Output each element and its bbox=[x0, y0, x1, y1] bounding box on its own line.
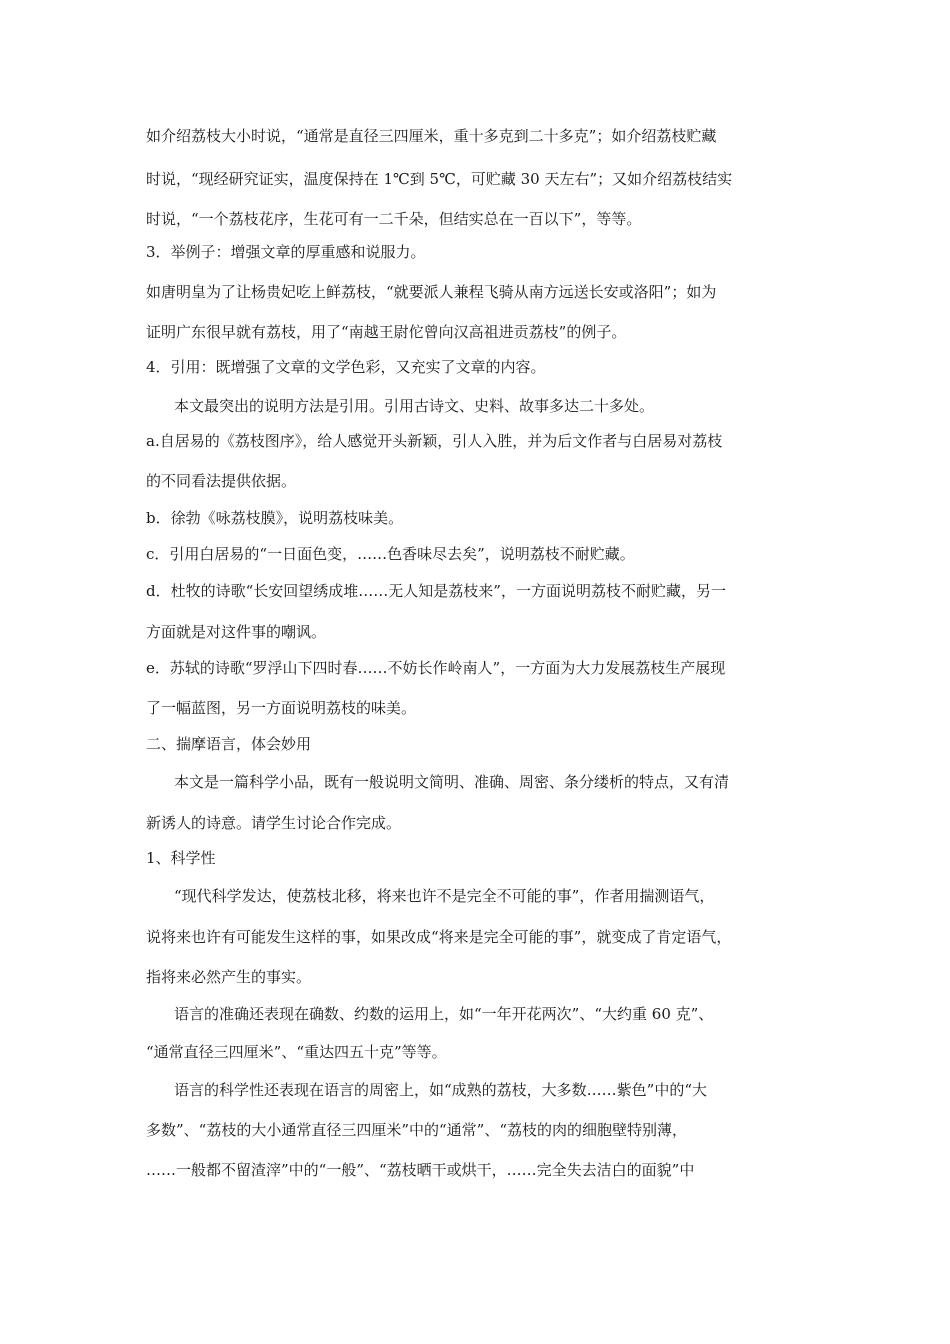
text-line: c．引用白居易的“一日面色变，……色香味尽去矣”，说明荔枝不耐贮藏。 bbox=[146, 545, 635, 563]
text-line: 如介绍荔枝大小时说，“通常是直径三四厘米，重十多克到二十多克”；如介绍荔枝贮藏 bbox=[146, 127, 717, 145]
text-line: 说将来也许有可能发生这样的事，如果改成“将来是完全可能的事”，就变成了肯定语气， bbox=[146, 928, 732, 946]
text-line: ……一般都不留渣滓”中的“一般”、“荔枝晒干或烘干，……完全失去洁白的面貌”中 bbox=[146, 1161, 695, 1179]
paragraph-line: 本文最突出的说明方法是引用。引用古诗文、史料、故事多达二十多处。 bbox=[174, 397, 655, 415]
text-line: b．徐勃《咏荔枝膜》，说明荔枝味美。 bbox=[146, 509, 404, 527]
text-line: 的不同看法提供依据。 bbox=[146, 472, 297, 490]
text-line: 时说，“现经研究证实，温度保持在 1℃到 5℃，可贮藏 30 天左右”；又如介绍荔枝结实 bbox=[146, 170, 733, 188]
text-line: 如唐明皇为了让杨贵妃吃上鲜荔枝，“就要派人兼程飞骑从南方远送长安或洛阳”；如为 bbox=[146, 283, 717, 301]
text-line: 多数”、“荔枝的大小通常直径三四厘米”中的“通常”、“荔枝的肉的细胞壁特别薄， bbox=[146, 1121, 688, 1139]
subsection-heading: 1、科学性 bbox=[146, 849, 216, 867]
text-line: 指将来必然产生的事实。 bbox=[146, 968, 312, 986]
list-item-heading: 4．引用：既增强了文章的文学色彩，又充实了文章的内容。 bbox=[146, 358, 546, 376]
text-line: “通常直径三四厘米”、“重达四五十克”等等。 bbox=[146, 1043, 447, 1061]
text-line: e．苏轼的诗歌“罗浮山下四时春……不妨长作岭南人”，一方面为大力发展荔枝生产展现 bbox=[146, 659, 726, 677]
list-item-heading: 3．举例子：增强文章的厚重感和说服力。 bbox=[146, 243, 426, 261]
text-line: 时说，“一个荔枝花序，生花可有一二千朵，但结实总在一百以下”，等等。 bbox=[146, 210, 642, 228]
text-line: a.自居易的《荔枝图序》，给人感觉开头新颖，引人入胜，并为后文作者与白居易对荔枝 bbox=[146, 432, 723, 450]
text-line: 证明广东很早就有荔枝，用了“南越王尉佗曾向汉高祖进贡荔枝”的例子。 bbox=[146, 323, 627, 341]
paragraph-line: 本文是一篇科学小品，既有一般说明文简明、准确、周密、条分缕析的特点，又有清 bbox=[174, 773, 730, 791]
paragraph-line: 语言的科学性还表现在语言的周密上，如“成熟的荔枝，大多数……紫色”中的“大 bbox=[174, 1081, 708, 1099]
paragraph-line: “现代科学发达，使荔枝北移，将来也许不是完全不可能的事”，作者用揣测语气， bbox=[174, 887, 715, 905]
text-line: 方面就是对这件事的嘲讽。 bbox=[146, 623, 327, 641]
text-line: d．杜牧的诗歌“长安回望绣成堆……无人知是荔枝来”，一方面说明荔枝不耐贮藏，另一 bbox=[146, 582, 726, 600]
paragraph-line: 语言的准确还表现在确数、约数的运用上，如“一年开花两次”、“大约重 60 克”、 bbox=[174, 1005, 714, 1023]
section-heading: 二、揣摩语言，体会妙用 bbox=[146, 735, 312, 753]
text-line: 新诱人的诗意。请学生讨论合作完成。 bbox=[146, 814, 402, 832]
text-line: 了一幅蓝图，另一方面说明荔枝的味美。 bbox=[146, 699, 417, 717]
